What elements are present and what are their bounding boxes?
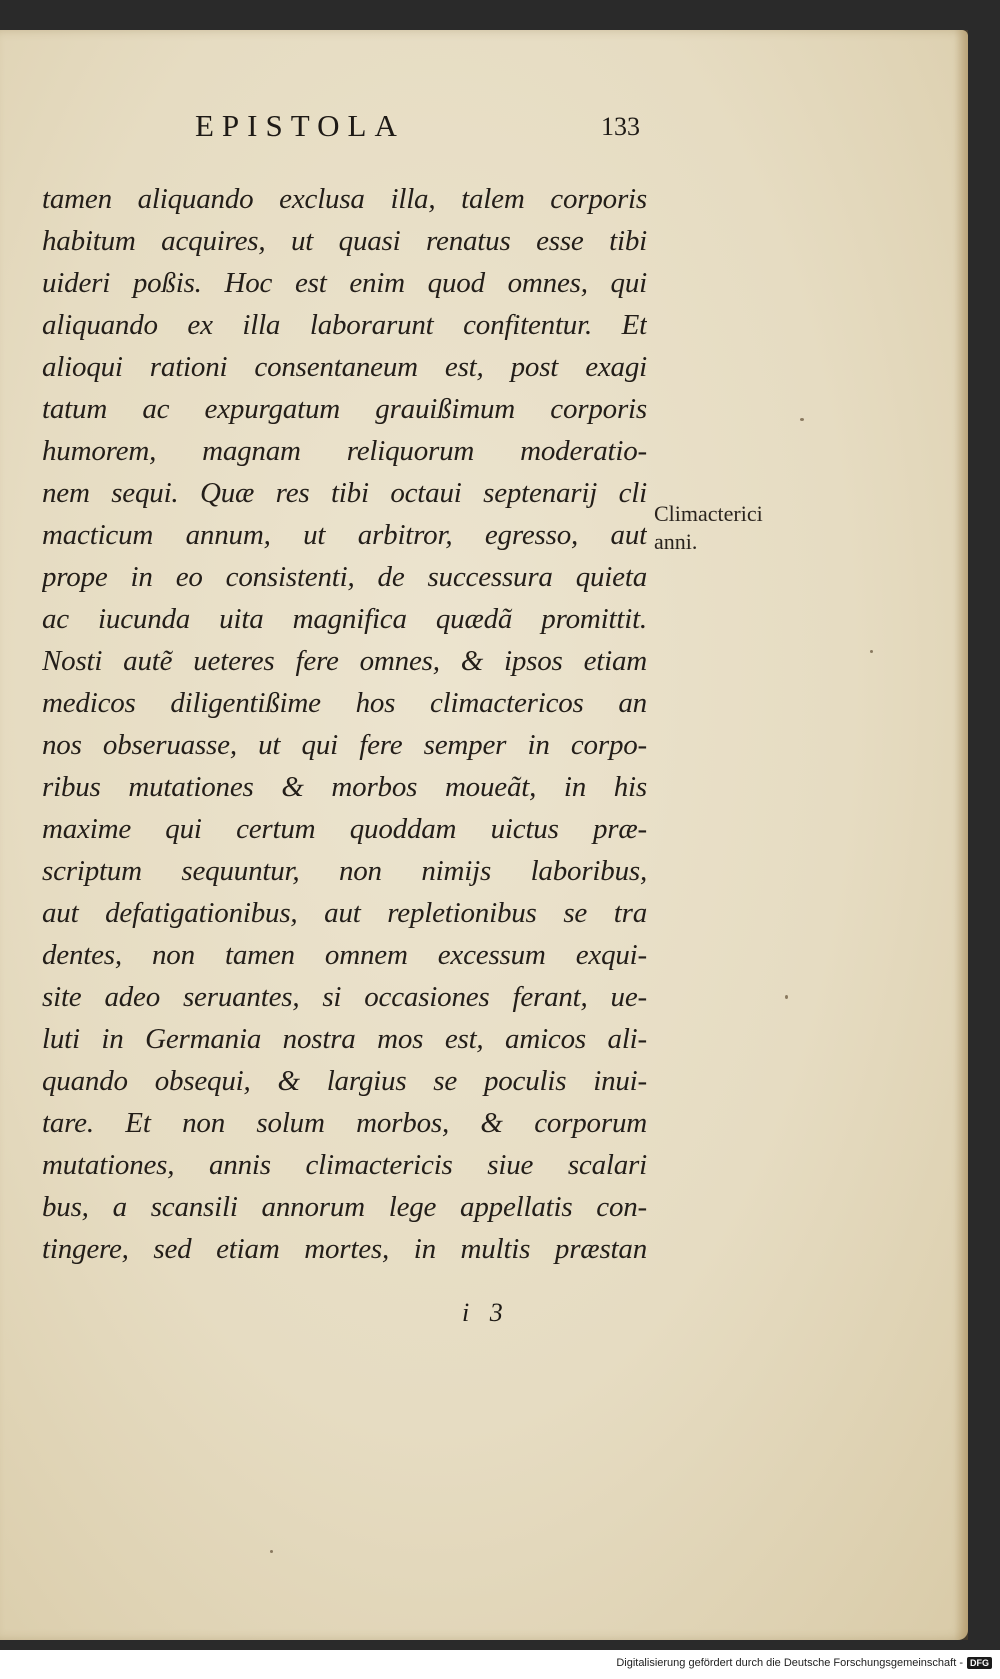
text-line: humorem, magnam reliquorum moderatio- xyxy=(42,435,647,467)
book-page xyxy=(0,30,968,1640)
footer-credit xyxy=(616,1653,992,1673)
dfg-logo: DFG xyxy=(967,1657,992,1669)
text-line: site adeo seruantes, si occasiones ferant, ue- xyxy=(42,981,647,1013)
margin-note-line: Climacterici xyxy=(654,501,763,526)
text-line: tamen aliquando exclusa illa, talem corporis xyxy=(42,183,647,215)
text-line: aliquando ex illa laborarunt confitentur. Et xyxy=(42,309,647,341)
margin-note-line: anni. xyxy=(654,529,698,554)
text-line: tingere, sed etiam mortes, in multis præstan xyxy=(42,1233,647,1265)
text-line: ac iucunda uita magnifica quædã promittit. xyxy=(42,603,647,635)
text-line: habitum acquires, ut quasi renatus esse tibi xyxy=(42,225,647,257)
footer-text: Digitalisierung gefördert durch die Deutsche Forschungsgemeinschaft - xyxy=(616,1657,963,1669)
text-line: tatum ac expurgatum grauißimum corporis xyxy=(42,393,647,425)
text-line: Nosti autẽ ueteres fere omnes, & ipsos etiam xyxy=(42,645,647,677)
paper-speck xyxy=(785,995,788,999)
header-title: EPISTOLA xyxy=(195,108,405,143)
paper-speck xyxy=(870,650,873,653)
text-line: ribus mutationes & morbos moueãt, in his xyxy=(42,771,647,803)
paper-speck xyxy=(800,418,804,421)
text-line: dentes, non tamen omnem excessum exqui- xyxy=(42,939,647,971)
margin-note xyxy=(654,500,794,556)
text-line: prope in eo consistenti, de successura quieta xyxy=(42,561,647,593)
text-line: aut defatigationibus, aut repletionibus se tra xyxy=(42,897,647,929)
body-text xyxy=(42,178,647,1270)
text-line: tare. Et non solum morbos, & corporum xyxy=(42,1107,647,1139)
text-line: nem sequi. Quæ res tibi octaui septenarij cli xyxy=(42,477,647,509)
text-line: uideri poßis. Hoc est enim quod omnes, qui xyxy=(42,267,647,299)
signature-mark: i 3 xyxy=(462,1298,503,1327)
text-line: bus, a scansili annorum lege appellatis con- xyxy=(42,1191,647,1223)
text-line: medicos diligentißime hos climactericos an xyxy=(42,687,647,719)
text-line: macticum annum, ut arbitror, egresso, aut xyxy=(42,519,647,551)
text-line: maxime qui certum quoddam uictus præ- xyxy=(42,813,647,845)
page-number: 133 xyxy=(601,112,640,141)
text-line: mutationes, annis climactericis siue scalari xyxy=(42,1149,647,1181)
page-edge-shadow xyxy=(954,30,968,1640)
text-line: scriptum sequuntur, non nimijs laboribus, xyxy=(42,855,647,887)
paper-speck xyxy=(270,1550,273,1553)
text-line: nos obseruasse, ut qui fere semper in corpo- xyxy=(42,729,647,761)
text-line: alioqui rationi consentaneum est, post exagi xyxy=(42,351,647,383)
running-header xyxy=(195,108,640,148)
text-line: luti in Germania nostra mos est, amicos ali- xyxy=(42,1023,647,1055)
text-line: quando obsequi, & largius se poculis inui- xyxy=(42,1065,647,1097)
